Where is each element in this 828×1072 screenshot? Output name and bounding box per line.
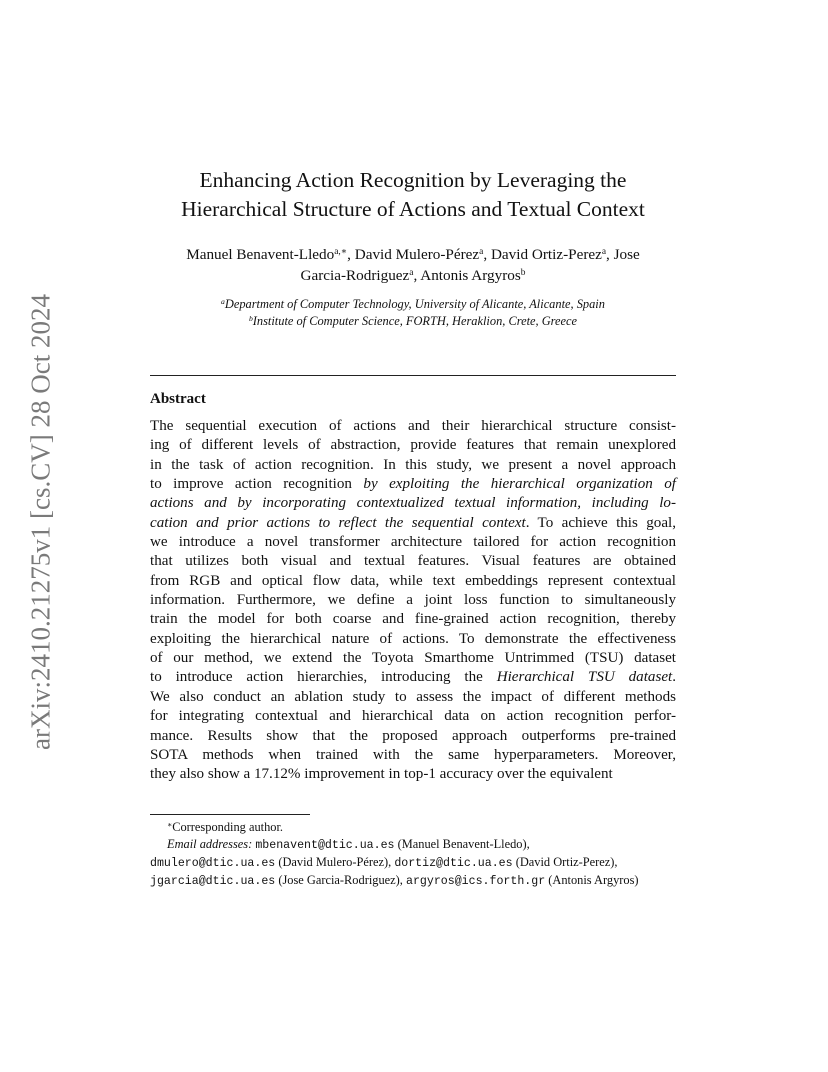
abstract-text: of our method, we extend the Toyota Smarthome Untrimmed (TSU) dataset bbox=[150, 650, 676, 667]
abstract-text: . To achieve this goal, bbox=[525, 514, 676, 531]
abstract-text: information. Furthermore, we define a joint loss function to simultaneously bbox=[150, 592, 676, 609]
author-affiliation-mark: a,∗ bbox=[334, 246, 348, 257]
email-owner: (David Mulero-Pérez), bbox=[278, 855, 392, 869]
abstract-text: exploiting the hierarchical nature of actions. To demonstrate the effectiveness bbox=[150, 630, 676, 647]
abstract-heading: Abstract bbox=[150, 391, 206, 407]
abstract-line bbox=[150, 533, 676, 552]
author-affiliation-mark: a bbox=[409, 267, 414, 278]
affiliation-mark: a bbox=[221, 296, 225, 306]
abstract-line bbox=[150, 649, 676, 668]
paper-title bbox=[150, 166, 676, 224]
arxiv-identifier-text: arXiv:2410.21275v1 [cs.CV] 28 Oct 2024 bbox=[25, 294, 55, 750]
footnote-rule bbox=[150, 814, 310, 815]
abstract-line bbox=[150, 514, 676, 533]
abstract-line bbox=[150, 475, 676, 494]
abstract-text: to improve action recognition bbox=[150, 476, 364, 493]
abstract-line bbox=[150, 630, 676, 649]
email-owner: (Antonis Argyros) bbox=[548, 873, 639, 887]
email-addresses-line bbox=[150, 854, 676, 872]
paper-title-line-1: Enhancing Action Recognition by Leveraging the bbox=[199, 168, 627, 192]
email-owner: (Manuel Benavent-Lledo), bbox=[397, 837, 530, 851]
abstract-text: we introduce a novel transformer architecture tailored for action recognition bbox=[150, 534, 676, 551]
abstract-line bbox=[150, 610, 676, 629]
affiliation-text: Department of Computer Technology, University of Alicante, Alicante, Spain bbox=[224, 297, 605, 311]
abstract-line bbox=[150, 591, 676, 610]
abstract-text: . bbox=[672, 669, 677, 686]
abstract-emphasis: Hierarchical TSU dataset bbox=[496, 669, 673, 686]
abstract-line bbox=[150, 456, 676, 475]
abstract-line bbox=[150, 668, 676, 687]
abstract-text: they also show a 17.12% improvement in top-1 accuracy over the equivalent bbox=[150, 766, 613, 783]
affiliations bbox=[150, 296, 676, 330]
footnote-mark: ∗ bbox=[167, 819, 173, 829]
abstract-text: train the model for both coarse and fine-grained action recognition, thereby bbox=[150, 611, 676, 628]
abstract-body bbox=[150, 417, 676, 785]
abstract-line bbox=[150, 765, 676, 784]
abstract-text: for integrating contextual and hierarchical data on action recognition perfor- bbox=[150, 708, 676, 725]
email-owner: (Jose Garcia-Rodriguez), bbox=[278, 873, 403, 887]
affiliation-a bbox=[150, 296, 676, 313]
affiliation-b bbox=[150, 313, 676, 330]
abstract-text: that utilizes both visual and textual features. Visual features are obtained bbox=[150, 553, 676, 570]
abstract-line bbox=[150, 746, 676, 765]
author-name: David Mulero-Pérez bbox=[354, 246, 480, 263]
author-name: David Ortiz-Perez bbox=[490, 246, 602, 263]
abstract-line bbox=[150, 552, 676, 571]
author-name: Manuel Benavent-Lledo bbox=[186, 246, 335, 263]
email-link[interactable]: argyros@ics.forth.gr bbox=[406, 875, 546, 888]
abstract-line bbox=[150, 572, 676, 591]
author-name: Antonis Argyros bbox=[420, 267, 521, 284]
author-affiliation-mark: b bbox=[520, 267, 526, 278]
email-owner: (David Ortiz-Perez), bbox=[515, 855, 618, 869]
email-link[interactable]: jgarcia@dtic.ua.es bbox=[150, 875, 276, 888]
email-label: Email addresses: bbox=[167, 837, 253, 851]
abstract-line bbox=[150, 417, 676, 436]
abstract-line bbox=[150, 436, 676, 455]
abstract-text: We also conduct an ablation study to assess the impact of different methods bbox=[150, 688, 676, 705]
corresponding-author-note: ∗Corresponding author. bbox=[167, 819, 284, 834]
email-link[interactable]: mbenavent@dtic.ua.es bbox=[255, 839, 395, 852]
arxiv-identifier bbox=[18, 287, 63, 757]
email-link[interactable]: dortiz@dtic.ua.es bbox=[394, 857, 513, 870]
abstract-text: ing of different levels of abstraction, provide features that remain unexplored bbox=[150, 437, 676, 454]
abstract-line bbox=[150, 494, 676, 513]
author-affiliation-mark: a bbox=[479, 246, 484, 257]
abstract-text: mance. Results show that the proposed approach outperforms pre-trained bbox=[150, 727, 676, 744]
abstract-text: SOTA methods when trained with the same hyperparameters. Moreover, bbox=[150, 746, 676, 763]
abstract-top-rule bbox=[150, 375, 676, 376]
affiliation-mark: b bbox=[248, 313, 253, 323]
abstract-text: to introduce action hierarchies, introducing the bbox=[150, 669, 497, 686]
abstract-line bbox=[150, 707, 676, 726]
abstract-line bbox=[150, 727, 676, 746]
abstract-text: from RGB and optical flow data, while text embeddings represent contextual bbox=[150, 572, 676, 589]
email-addresses-line bbox=[150, 872, 676, 890]
email-addresses-line bbox=[150, 836, 676, 854]
affiliation-text: Institute of Computer Science, FORTH, Heraklion, Crete, Greece bbox=[252, 314, 578, 328]
author-list: Manuel Benavent-Lledo$^{a,∗}$, David Mulero-Pérez$^a$, David Ortiz-Perez$^a$, Jose Garcia-Rodriguez$^a$, Antonis Argyros$^b$ bbox=[186, 246, 640, 284]
abstract-text: The sequential execution of actions and their hierarchical structure consist- bbox=[150, 418, 676, 434]
abstract-text: in the task of action recognition. In this study, we present a novel approach bbox=[150, 456, 676, 473]
author-affiliation-mark: a bbox=[601, 246, 607, 257]
abstract-emphasis: cation and prior actions to reflect the sequential context bbox=[150, 514, 526, 531]
footnote bbox=[150, 819, 676, 890]
abstract-line bbox=[150, 688, 676, 707]
abstract-emphasis: actions and by incorporating contextualized textual information, including lo- bbox=[150, 495, 676, 512]
email-link[interactable]: dmulero@dtic.ua.es bbox=[150, 857, 276, 870]
abstract-emphasis: by exploiting the hierarchical organization of bbox=[363, 476, 676, 493]
paper-title-line-2: Hierarchical Structure of Actions and Textual Context bbox=[181, 197, 645, 221]
